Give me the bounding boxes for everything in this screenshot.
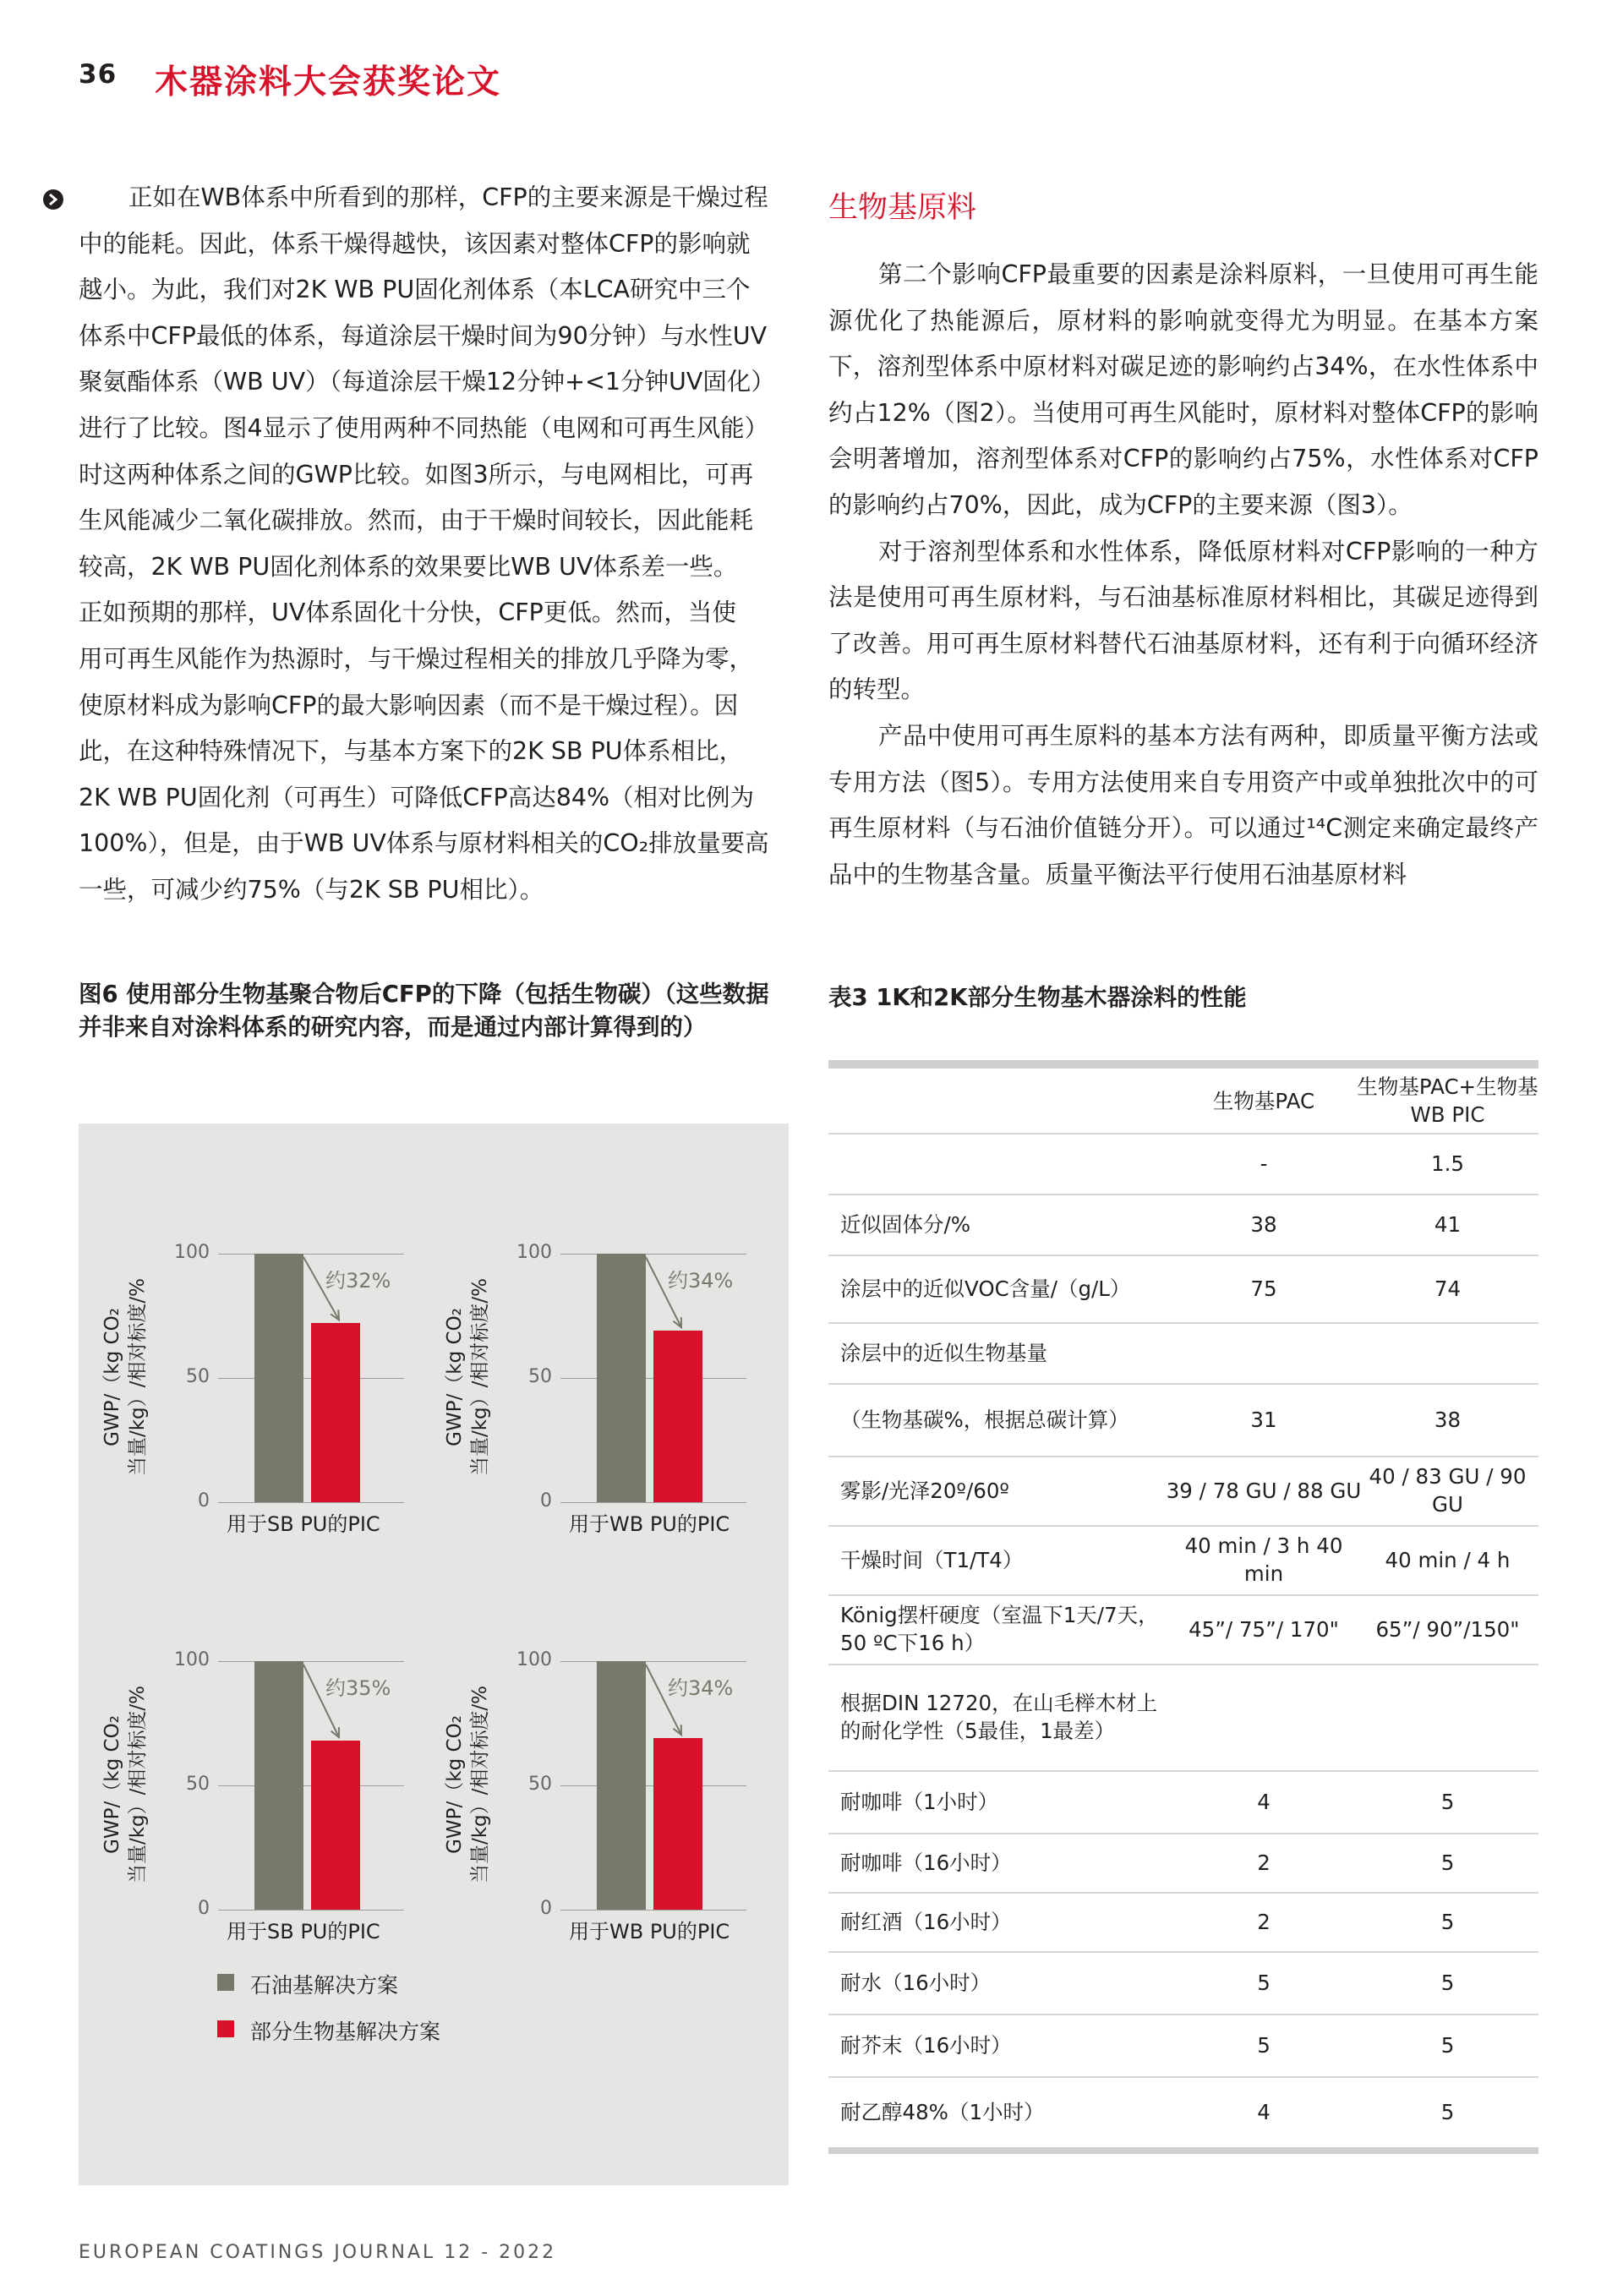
table-cell: 涂层中的近似生物基量: [840, 1340, 1047, 1365]
arrow-right-icon: [43, 189, 63, 210]
table-cell: 40 / 83 GU / 90 GU: [1369, 1464, 1527, 1517]
table-cell: （生物基碳%，根据总碳计算）: [840, 1407, 1129, 1432]
table-row: [828, 1194, 1538, 1256]
bar-chart: [79, 1123, 417, 1536]
table-cell: 耐水（16小时）: [840, 1970, 992, 1995]
table-row: [828, 1664, 1538, 1772]
table-cell: 5: [1440, 2099, 1455, 2124]
x-category-label: 用于WB PU的PIC: [569, 1920, 730, 1943]
y-tick-label: 50: [528, 1774, 552, 1795]
y-tick-label: 100: [516, 1649, 552, 1670]
reduction-annotation: 约34%: [668, 1269, 734, 1293]
table-cell: 耐芥末（16小时）: [840, 2032, 1012, 2058]
legend-swatch-bio: [217, 2020, 234, 2037]
table-cell: 雾影/光泽20º/60º: [840, 1478, 1009, 1503]
table-cell: König摆杆硬度（室温下1天/7天，50 ºC下16 h）: [840, 1603, 1159, 1655]
body-line: 进行了比较。图4显示了使用两种不同热能（电网和可再生风能）: [79, 413, 769, 442]
body-line: 此，在这种特殊情况下，与基本方案下的2K SB PU体系相比，: [79, 737, 744, 766]
table-cell: 38: [1250, 1211, 1277, 1237]
table-cell: 近似固体分/%: [840, 1211, 971, 1237]
table-cell: 4: [1257, 1789, 1271, 1814]
body-line: 使原材料成为影响CFP的最大影响因素（而不是干燥过程）。因: [79, 691, 739, 719]
y-tick-label: 100: [516, 1242, 552, 1263]
y-axis-label-line: GWP/（kg CO₂: [444, 1308, 466, 1446]
table-cell: 40 min / 3 h 40 min: [1184, 1533, 1343, 1586]
table-cell: 4: [1257, 2099, 1271, 2124]
legend-swatch-petro: [217, 1974, 234, 1991]
body-line: 一些，可减少约75%（与2K SB PU相比）。: [79, 875, 544, 904]
left-body-text: [79, 175, 789, 914]
paragraph: 产品中使用可再生原料的基本方法有两种，即质量平衡方法或专用方法（图5）。专用方法使用来自专用资产中或单独批次中的可再生原材料（与石油价值链分开）。可以通过¹⁴C测定来确定最终产品中的生物基含量。质量平衡法平行使用石油基原材料: [828, 721, 1538, 888]
arrow-annotation: [421, 1123, 759, 1529]
table-cell: 涂层中的近似VOC含量/（g/L）: [840, 1276, 1131, 1301]
table-row: [828, 1525, 1538, 1596]
table-top-rule: [828, 1060, 1538, 1069]
y-tick-label: 50: [528, 1366, 552, 1387]
table-cell: 41: [1434, 1211, 1462, 1237]
y-tick-label: 50: [186, 1774, 210, 1795]
y-axis-label-line: 当量/kg）/相对标度/%: [469, 1685, 491, 1884]
y-tick-label: 0: [540, 1490, 552, 1512]
table-cell: 根据DIN 12720，在山毛榉木材上的耐化学性（5最佳，1最差）: [840, 1691, 1158, 1743]
table-cell: [1162, 1664, 1365, 1770]
y-axis-label-line: GWP/（kg CO₂: [101, 1308, 123, 1446]
body-line: 用可再生风能作为热源时，与干燥过程相关的排放几乎降为零，: [79, 644, 754, 673]
journal-footer: EUROPEAN COATINGS JOURNAL 12 - 2022: [79, 2242, 557, 2263]
table-cell: 75: [1250, 1276, 1277, 1301]
table-cell: 1.5: [1431, 1151, 1464, 1176]
body-line: 较高，2K WB PU固化剂体系的效果要比WB UV体系差一些。: [79, 552, 738, 581]
right-body-text: [828, 252, 1538, 898]
page-number: 36: [79, 59, 117, 90]
arrow-annotation: [421, 1531, 759, 1937]
x-category-label: 用于SB PU的PIC: [227, 1920, 380, 1943]
body-line: 生风能减少二氧化碳排放。然而，由于干燥时间较长，因此能耗: [79, 506, 754, 535]
table-header-cell: [840, 1069, 1161, 1133]
x-category-label: 用于WB PU的PIC: [569, 1512, 730, 1536]
body-line: 聚氨酯体系（WB UV）（每道涂层干燥12分钟+<1分钟UV固化）: [79, 368, 775, 396]
table-row: [828, 1770, 1538, 1834]
table-cell: [840, 1133, 1161, 1194]
body-line: 越小。为此，我们对2K WB PU固化剂体系（本LCA研究中三个: [79, 276, 751, 304]
table-cell: 38: [1434, 1407, 1462, 1432]
table-title: 表3 1K和2K部分生物基木器涂料的性能: [828, 984, 1247, 1011]
table-cell: 31: [1250, 1407, 1277, 1432]
y-tick-label: 0: [198, 1490, 210, 1512]
table-cell: 5: [1257, 1970, 1271, 1995]
table-cell: 耐咖啡（1小时）: [840, 1789, 999, 1814]
table-cell: 5: [1257, 2032, 1271, 2058]
reduction-annotation: 约34%: [668, 1676, 734, 1700]
table-row: [828, 2076, 1538, 2149]
table-bottom-rule: [828, 2147, 1538, 2154]
table-cell: [1357, 1322, 1538, 1383]
y-axis-label-line: 当量/kg）/相对标度/%: [127, 1277, 149, 1477]
y-axis-label-line: GWP/（kg CO₂: [101, 1715, 123, 1854]
table-row: [828, 1133, 1538, 1195]
body-line: 时这两种体系之间的GWP比较。如图3所示，与电网相比，可再: [79, 460, 754, 489]
table-header-cell: 生物基PAC+生物基WB PIC: [1357, 1074, 1538, 1127]
table-row: [828, 1456, 1538, 1527]
table-cell: 干燥时间（T1/T4）: [840, 1547, 1024, 1572]
table-row: [828, 1322, 1538, 1385]
table-row: [828, 1383, 1538, 1457]
table-row: [828, 1951, 1538, 2015]
table-cell: 5: [1440, 1850, 1455, 1875]
table-cell: [1357, 1664, 1538, 1770]
table-cell: 耐咖啡（16小时）: [840, 1850, 1012, 1875]
y-tick-label: 100: [174, 1649, 210, 1670]
table-row: [828, 1594, 1538, 1665]
table-cell: 2: [1257, 1850, 1271, 1875]
figure-panel: [79, 1123, 789, 2185]
legend-label-petro: 石油基解决方案: [250, 1973, 399, 1998]
table-row: [828, 1892, 1538, 1953]
body-line: 体系中CFP最低的体系，每道涂层干燥时间为90分钟）与水性UV: [79, 321, 768, 350]
paragraph: 对于溶剂型体系和水性体系，降低原材料对CFP影响的一种方法是使用可再生原材料，与石油基标准原材料相比，其碳足迹得到了改善。用可再生原材料替代石油基原材料，还有利于向循环经济的转型。: [828, 537, 1538, 704]
paragraph: 第二个影响CFP最重要的因素是涂料原料，一旦使用可再生能源优化了热能源后，原材料的影响就变得尤为明显。在基本方案下，溶剂型体系中原材料对碳足迹的影响约占34%，在水性体系中约占12%（图2）。当使用可再生风能时，原材料对整体CFP的影响会明著增加，溶剂型体系对CFP的影响约占75%，水性体系对CFP的影响约占70%，因此，成为CFP的主要来源（图3）。: [828, 260, 1538, 519]
table-cell: 65”/ 90”/150": [1375, 1616, 1520, 1642]
table-cell: 45”/ 75”/ 170": [1189, 1616, 1339, 1642]
table-header-row: [828, 1069, 1538, 1134]
table-cell: 5: [1440, 1909, 1455, 1934]
table-cell: 耐乙醇48%（1小时）: [840, 2099, 1045, 2124]
table-cell: 5: [1440, 1970, 1455, 1995]
y-tick-label: 50: [186, 1366, 210, 1387]
table-row: [828, 1255, 1538, 1324]
table-cell: [1162, 1322, 1365, 1383]
table-cell: 40 min / 4 h: [1385, 1547, 1511, 1572]
body-line: 中的能耗。因此，体系干燥得越快，该因素对整体CFP的影响就: [79, 229, 751, 258]
section-title: 木器涂料大会获奖论文: [155, 63, 502, 101]
table-header-cell: 生物基PAC: [1212, 1088, 1315, 1113]
bar-chart: [79, 1531, 417, 1943]
arrow-annotation: [79, 1123, 417, 1529]
section-heading: 生物基原料: [828, 191, 977, 225]
reduction-annotation: 约35%: [325, 1676, 391, 1700]
bar-chart: [421, 1531, 759, 1943]
y-tick-label: 0: [198, 1898, 210, 1919]
x-category-label: 用于SB PU的PIC: [227, 1512, 380, 1536]
y-tick-label: 100: [174, 1242, 210, 1263]
arrow-annotation: [79, 1531, 417, 1937]
y-axis-label-line: 当量/kg）/相对标度/%: [127, 1685, 149, 1884]
legend-label-bio: 部分生物基解决方案: [250, 2020, 441, 2044]
table-row: [828, 2014, 1538, 2078]
body-line: 正如预期的那样，UV体系固化十分快，CFP更低。然而，当使: [79, 599, 736, 627]
reduction-annotation: 约32%: [325, 1269, 391, 1293]
y-tick-label: 0: [540, 1898, 552, 1919]
table-cell: -: [1260, 1151, 1268, 1176]
body-line: 正如在WB体系中所看到的那样，CFP的主要来源是干燥过程: [128, 183, 768, 211]
table-cell: 74: [1434, 1276, 1462, 1301]
bar-chart: [421, 1123, 759, 1536]
body-line: 2K WB PU固化剂（可再生）可降低CFP高达84%（相对比例为: [79, 783, 755, 812]
body-line: 100%），但是，由于WB UV体系与原材料相关的CO₂排放量要高: [79, 829, 769, 858]
table-cell: 2: [1257, 1909, 1271, 1934]
table-cell: 39 / 78 GU / 88 GU: [1166, 1478, 1362, 1503]
figure-caption: 图6 使用部分生物基聚合物后CFP的下降（包括生物碳）（这些数据并非来自对涂料体系的研究内容，而是通过内部计算得到的）: [79, 981, 769, 1041]
table-cell: 耐红酒（16小时）: [840, 1909, 1012, 1934]
table-cell: 5: [1440, 1789, 1455, 1814]
table-row: [828, 1833, 1538, 1894]
table-cell: 5: [1440, 2032, 1455, 2058]
y-axis-label-line: GWP/（kg CO₂: [444, 1715, 466, 1854]
y-axis-label-line: 当量/kg）/相对标度/%: [469, 1277, 491, 1477]
